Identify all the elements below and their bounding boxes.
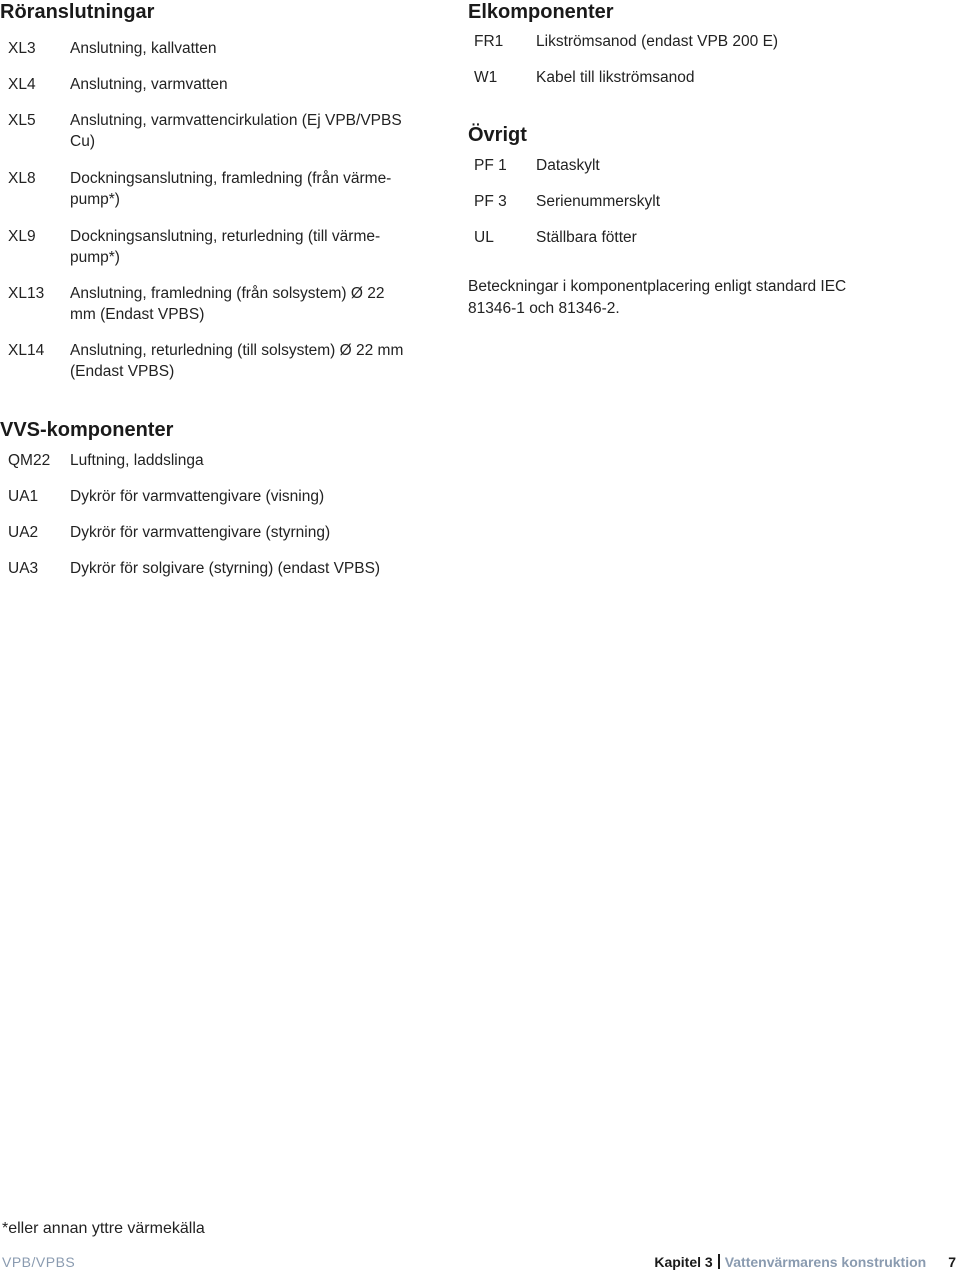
- item-code: UA3: [8, 560, 39, 577]
- item-description: Anslutning, varmvatten: [70, 76, 228, 93]
- heading-ovrigt: Övrigt: [468, 124, 527, 146]
- list-item: [0, 283, 440, 325]
- item-code: QM22: [8, 452, 51, 469]
- item-description: Dykrör för varmvattengivare (styrning): [70, 524, 331, 541]
- item-code: XL14: [8, 342, 45, 359]
- list-item: [0, 450, 440, 471]
- heading-roranslutningar: Röranslutningar: [0, 1, 155, 23]
- item-code: XL8: [8, 170, 36, 187]
- list-item: [468, 227, 948, 248]
- item-code: XL13: [8, 285, 45, 302]
- item-code: XL5: [8, 112, 36, 129]
- item-description: Anslutning, returledning (till solsystem) Ø 22 mm (Endast VPBS): [70, 342, 404, 380]
- item-code: XL3: [8, 40, 36, 57]
- item-code: PF 3: [474, 193, 507, 210]
- item-code: FR1: [474, 33, 504, 50]
- footnote: *eller annan yttre värmekälla: [2, 1220, 205, 1237]
- item-description: Anslutning, kallvatten: [70, 40, 217, 57]
- item-code: UA1: [8, 488, 39, 505]
- footer-divider: [718, 1254, 720, 1269]
- heading-vvs-komponenter: VVS-komponenter: [0, 419, 174, 441]
- list-item: [468, 191, 948, 212]
- list-item: [0, 74, 440, 95]
- list-item: [0, 340, 440, 382]
- list-item: [0, 558, 440, 579]
- item-code: UA2: [8, 524, 39, 541]
- item-description: Luftning, laddslinga: [70, 452, 204, 469]
- list-item: [0, 168, 440, 210]
- list-item: [468, 31, 948, 52]
- footer-chapter-info: [654, 1252, 956, 1272]
- item-description: Kabel till likströmsanod: [536, 69, 695, 86]
- footer-chapter-title: Vattenvärmarens konstruktion: [724, 1254, 927, 1270]
- item-code: W1: [474, 69, 498, 86]
- standard-note: Beteckningar i komponentplacering enligt standard IEC 81346-1 och 81346-2.: [468, 278, 847, 317]
- heading-elkomponenter: Elkomponenter: [468, 1, 614, 23]
- item-code: PF 1: [474, 157, 507, 174]
- item-code: XL9: [8, 228, 36, 245]
- item-description: Dockningsanslutning, framledning (från värme- pump*): [70, 170, 392, 208]
- item-description: Dataskylt: [536, 157, 600, 174]
- footer-product: VPB/VPBS: [2, 1254, 76, 1270]
- item-description: Serienummerskylt: [536, 193, 661, 210]
- list-item: [0, 486, 440, 507]
- item-description: Dykrör för solgivare (styrning) (endast VPBS): [70, 560, 381, 577]
- item-description: Dockningsanslutning, returledning (till värme- pump*): [70, 228, 381, 266]
- item-code: XL4: [8, 76, 36, 93]
- list-item: [0, 226, 440, 268]
- list-item: [0, 522, 440, 543]
- list-item: [468, 67, 948, 88]
- footer-chapter: Kapitel 3: [654, 1254, 713, 1270]
- item-description: Dykrör för varmvattengivare (visning): [70, 488, 325, 505]
- list-item: [0, 110, 440, 152]
- list-item: [468, 155, 948, 176]
- page-number: 7: [948, 1254, 956, 1270]
- item-description: Likströmsanod (endast VPB 200 E): [536, 33, 779, 50]
- list-item: [0, 38, 440, 59]
- page-footer: [0, 1252, 960, 1272]
- item-description: Anslutning, framledning (från solsystem) Ø 22 mm (Endast VPBS): [70, 285, 385, 323]
- item-code: UL: [474, 229, 494, 246]
- item-description: Ställbara fötter: [536, 229, 637, 246]
- item-description: Anslutning, varmvattencirkulation (Ej VPB/VPBS Cu): [70, 112, 402, 150]
